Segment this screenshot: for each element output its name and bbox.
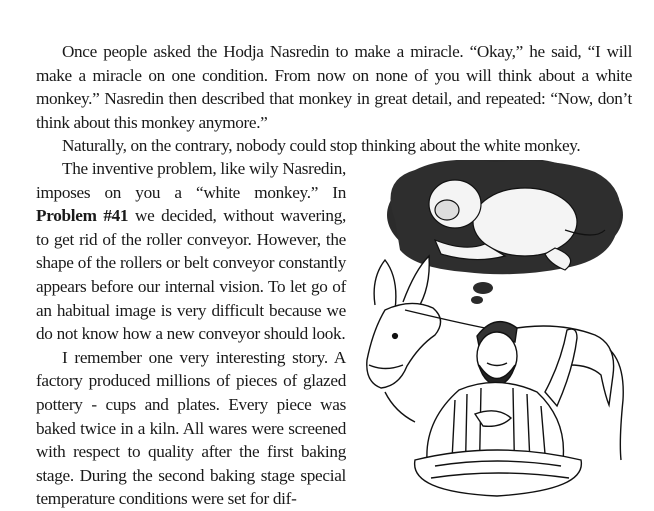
paragraph-inventive-problem-start: The inventive problem, like wily Nasredin, imposes on you a “white monkey.” In	[36, 159, 346, 202]
illustration	[355, 160, 640, 503]
paragraph-inventive-problem-rest: we decided, without wavering, to get rid of the roller conveyor. However, the shape of the rollers or belt conveyor constantly appears before our internal vision. To let go of an habitual image is very difficult because we do not know how a new conveyor should look.	[36, 206, 346, 344]
paragraph-inventive-problem	[36, 157, 346, 346]
nasredin-donkey-white-monkey-illustration	[355, 160, 640, 503]
problem-reference: Problem #41	[36, 206, 129, 226]
left-column-text	[36, 157, 346, 511]
paragraph-miracle: Once people asked the Hodja Nasredin to make a miracle. “Okay,” he said, “I will make a miracle on one condition. From now on none of you will think about a white monkey.” Nasredin then described that monkey in great detail, and repeated: “Now, don’t think about this monkey anymore.”	[36, 42, 632, 132]
paragraph-naturally: Naturally, on the contrary, nobody could stop thinking about the white monkey.	[62, 136, 581, 156]
paragraph-pottery-story: I remember one very interesting story. A factory produced millions of pieces of glazed pottery - cups and plates. Every piece was baked twice in a kiln. All wares were screened with respect to quality after the first baking stage. During the second baking stage special temperature conditions were set for dif-	[36, 347, 346, 509]
full-width-text	[36, 40, 632, 158]
